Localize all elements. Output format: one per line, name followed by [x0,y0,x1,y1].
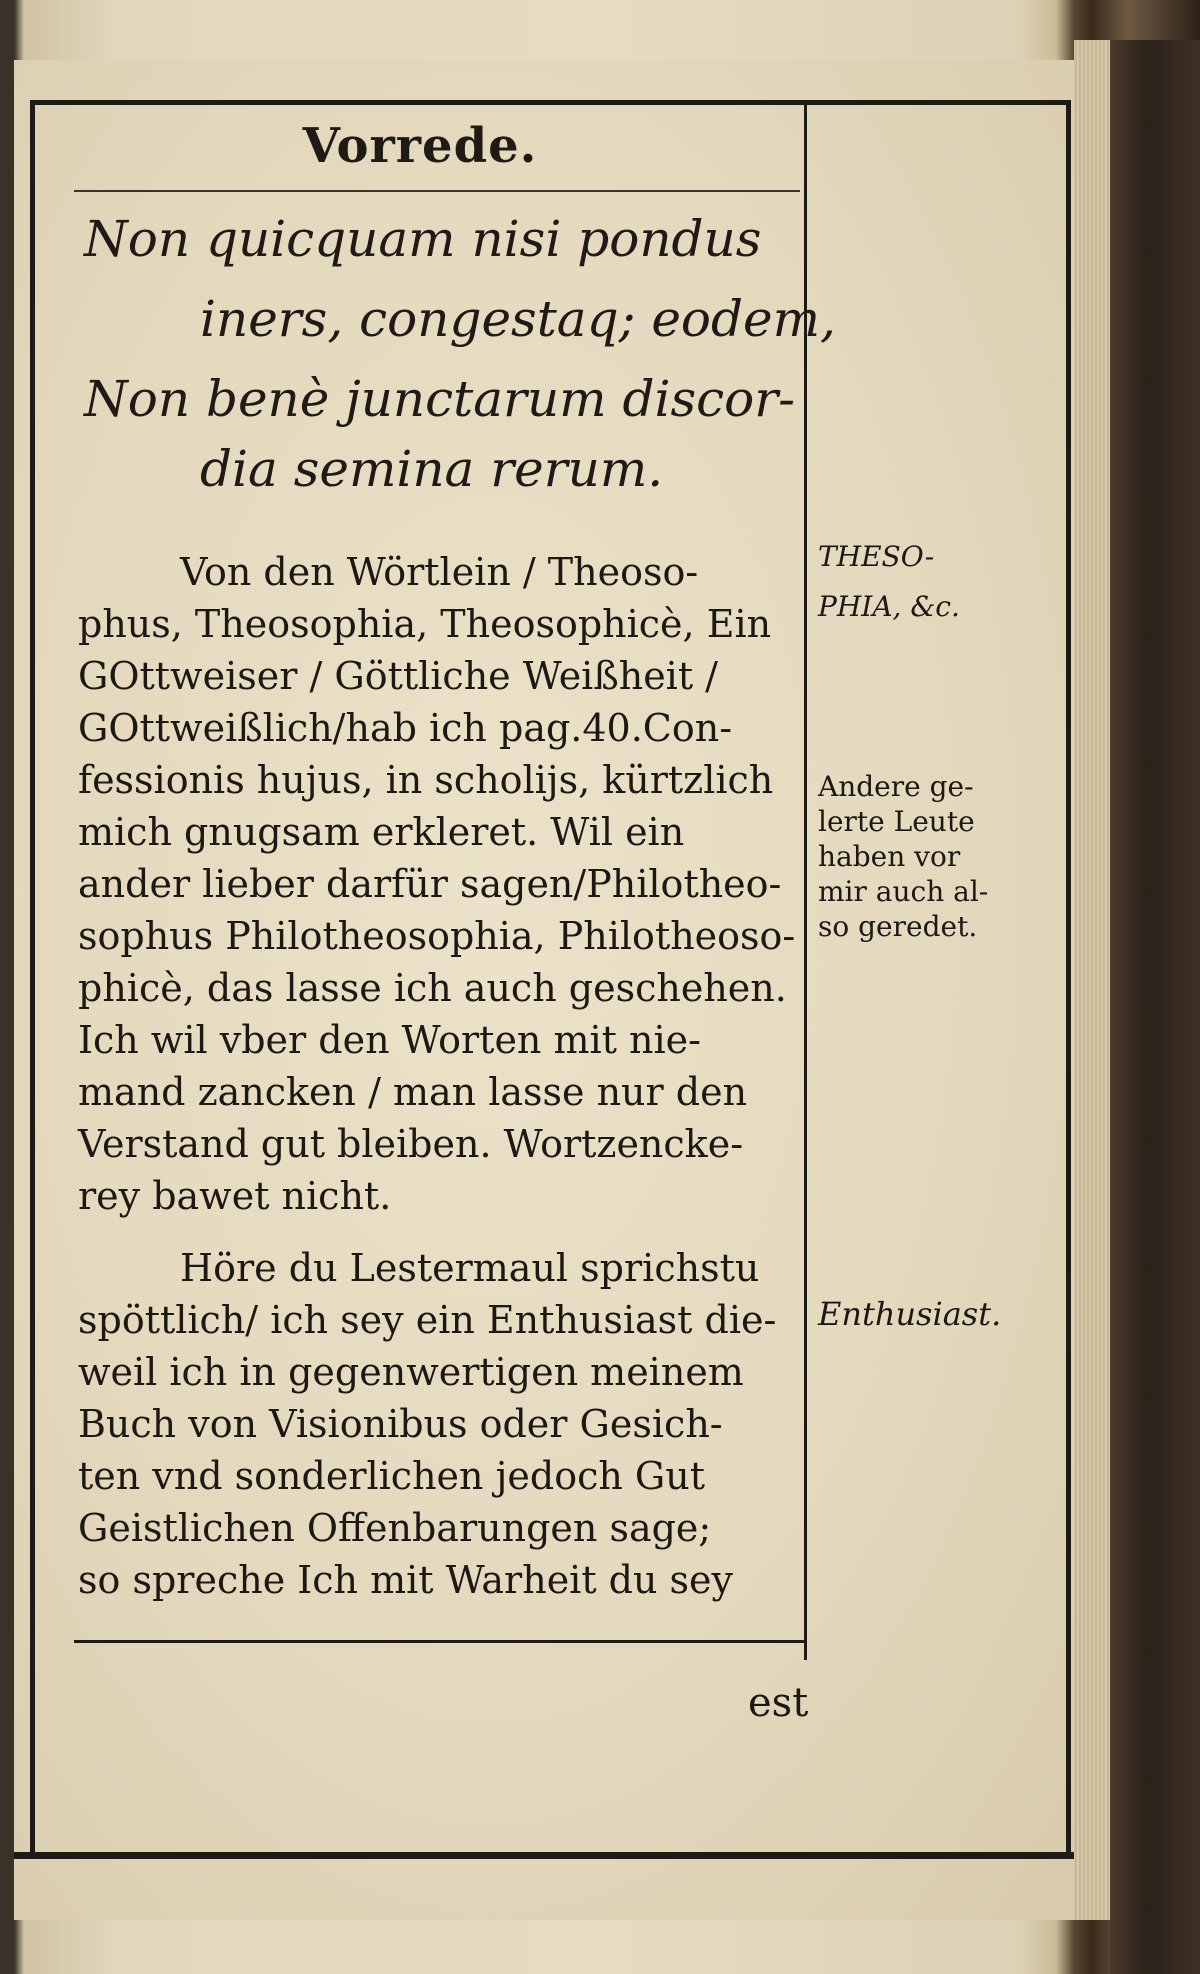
body-line: spöttlich/ ich sey ein Enthusiast die- [78,1298,777,1342]
margin-note-andere: haben vor [818,840,961,873]
margin-note-enthusiast: Enthusiast. [818,1295,1002,1333]
body-line: Von den Wörtlein / Theoso- [180,550,699,594]
frame-rule-right [1066,100,1071,1855]
page-edges [1074,40,1110,1920]
body-line: Höre du Lestermaul sprichstu [180,1246,760,1290]
margin-note-andere: so geredet. [818,910,978,943]
margin-note-andere: Andere ge- [818,770,974,803]
body-line: Verstand gut bleiben. Wortzencke- [78,1122,744,1166]
margin-note-andere: lerte Leute [818,805,975,838]
body-line: GOttweißlich/hab ich pag.40.Con- [78,706,733,750]
book-cover [1110,40,1200,1974]
motto-line: Non quicquam nisi pondus [84,210,762,268]
catchword: est [748,1680,809,1726]
body-line: ander lieber darfür sagen/Philotheo- [78,862,782,906]
motto-line: dia semina rerum. [200,440,664,498]
body-line: Ich wil vber den Worten mit nie- [78,1018,701,1062]
body-line: mand zancken / man lasse nur den [78,1070,748,1114]
motto-line: iners, congestaq; eodem, [200,290,836,348]
motto-line: Non benè junctarum discor- [84,370,796,428]
body-line: sophus Philotheosophia, Philotheoso- [78,914,796,958]
body-line: Geistlichen Offenbarungen sage; [78,1506,712,1550]
margin-note-theosophia: PHIA, &c. [818,590,960,623]
body-line: weil ich in gegenwertigen meinem [78,1350,744,1394]
page-heading: Vorrede. [302,118,538,174]
margin-note-andere: mir auch al- [818,875,989,908]
body-line: Buch von Visionibus oder Gesich- [78,1402,723,1446]
frame-rule-bottom [14,1852,1074,1859]
body-line: GOttweiser / Göttliche Weißheit / [78,654,718,698]
margin-note-theosophia: THESO- [818,540,935,573]
body-line: mich gnugsam erkleret. Wil ein [78,810,685,854]
body-line: so spreche Ich mit Warheit du sey [78,1558,734,1602]
body-line: rey bawet nicht. [78,1174,392,1218]
body-line: ten vnd sonderlichen jedoch Gut [78,1454,705,1498]
frame-rule-top [30,100,1070,105]
heading-underline [74,190,800,192]
body-line: phus, Theosophia, Theosophicè, Ein [78,602,772,646]
frame-rule-left [30,100,35,1855]
text-block-footer-rule [74,1640,804,1643]
body-line: phicè, das lasse ich auch geschehen. [78,966,787,1010]
body-line: fessionis hujus, in scholijs, kürtzlich [78,758,774,802]
